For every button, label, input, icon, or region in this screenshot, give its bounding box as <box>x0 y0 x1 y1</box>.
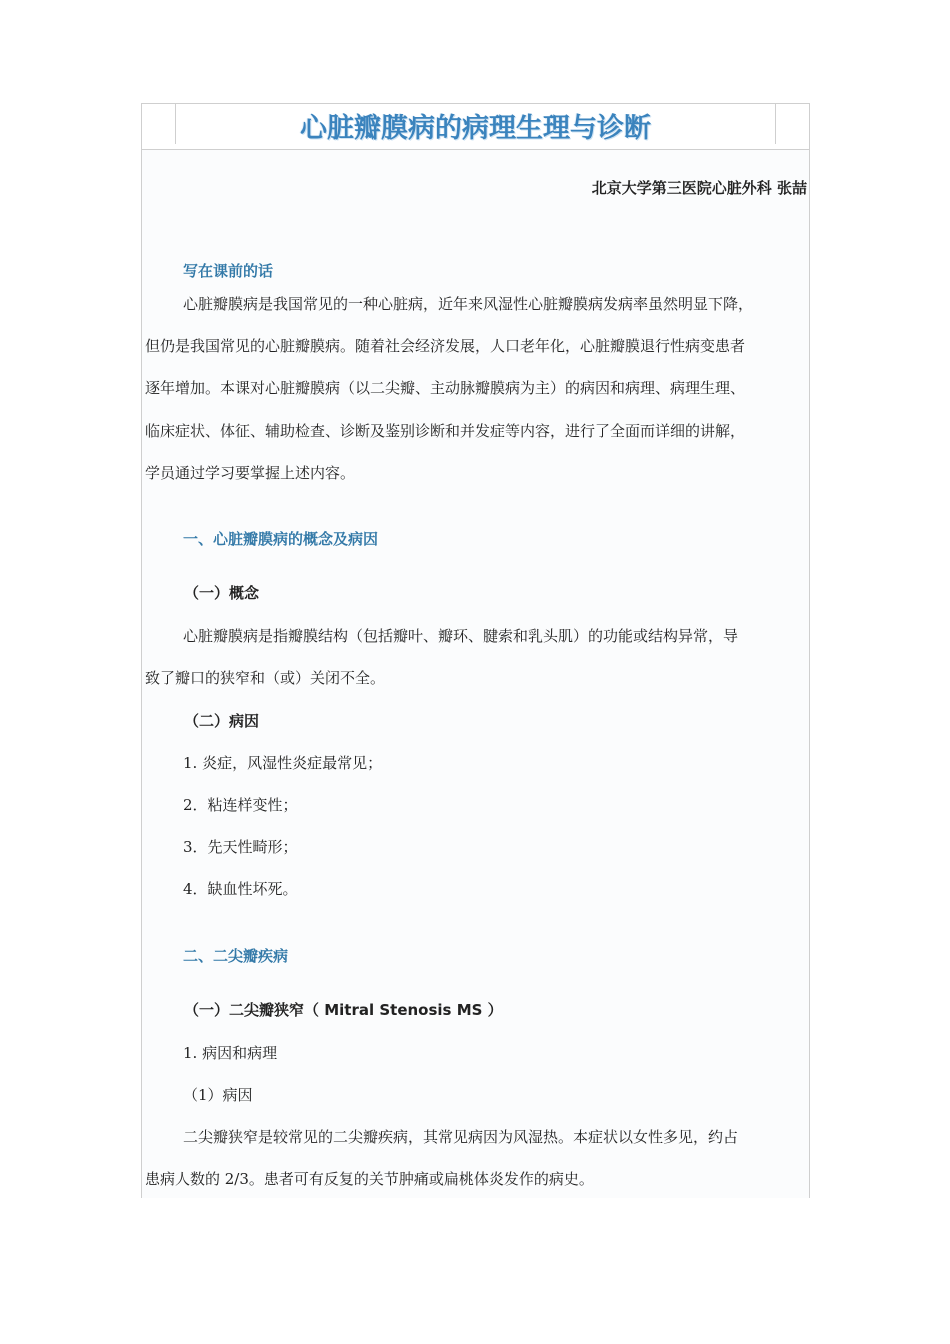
concept-line: 心脏瓣膜病是指瓣膜结构（包括瓣叶、瓣环、腱索和乳头肌）的功能或结构异常，导 <box>183 627 739 645</box>
section1-sub2-heading: （二）病因 <box>184 712 260 730</box>
subsection-item: （1）病因 <box>183 1086 253 1104</box>
cause-list-item: 4．缺血性坏死。 <box>183 880 298 898</box>
cause-list-item: 1. 炎症，风湿性炎症最常见； <box>183 754 383 772</box>
intro-line: 逐年增加。本课对心脏瓣膜病（以二尖瓣、主动脉瓣膜病为主）的病因和病理、病理生理、 <box>145 379 746 397</box>
page-title: 心脏瓣膜病的病理生理与诊断 <box>300 113 651 144</box>
intro-line: 但仍是我国常见的心脏瓣膜病。随着社会经济发展，人口老年化，心脏瓣膜退行性病变患者 <box>145 337 746 355</box>
section2-sub1-heading: （一）二尖瓣狭窄（ Mitral Stenosis MS ） <box>184 1001 503 1019</box>
section1-heading: 一、心脏瓣膜病的概念及病因 <box>183 530 379 548</box>
ms-cause-line: 二尖瓣狭窄是较常见的二尖瓣疾病，其常见病因为风湿热。本症状以女性多见，约占 <box>183 1128 739 1146</box>
cause-list-item: 3．先天性畸形； <box>183 838 298 856</box>
author-line: 北京大学第三医院心脏外科 张喆 <box>591 179 807 197</box>
cause-list-item: 2．粘连样变性； <box>183 796 298 814</box>
intro-line: 临床症状、体征、辅助检查、诊断及鉴别诊断和并发症等内容，进行了全面而详细的讲解， <box>145 422 746 440</box>
intro-heading: 写在课前的话 <box>183 262 274 280</box>
concept-line: 致了瓣口的狭窄和（或）关闭不全。 <box>145 669 386 687</box>
ms-cause-line: 患病人数的 2/3。患者可有反复的关节肿痛或扁桃体炎发作的病史。 <box>145 1170 594 1188</box>
article-frame <box>141 103 810 1198</box>
section1-sub1-heading: （一）概念 <box>184 584 260 602</box>
intro-line: 心脏瓣膜病是我国常见的一种心脏病，近年来风湿性心脏瓣膜病发病率虽然明显下降， <box>183 295 754 313</box>
title-banner <box>142 104 809 150</box>
section2-heading: 二、二尖瓣疾病 <box>183 947 289 965</box>
intro-line: 学员通过学习要掌握上述内容。 <box>145 464 356 482</box>
subsection-item: 1. 病因和病理 <box>183 1044 278 1062</box>
